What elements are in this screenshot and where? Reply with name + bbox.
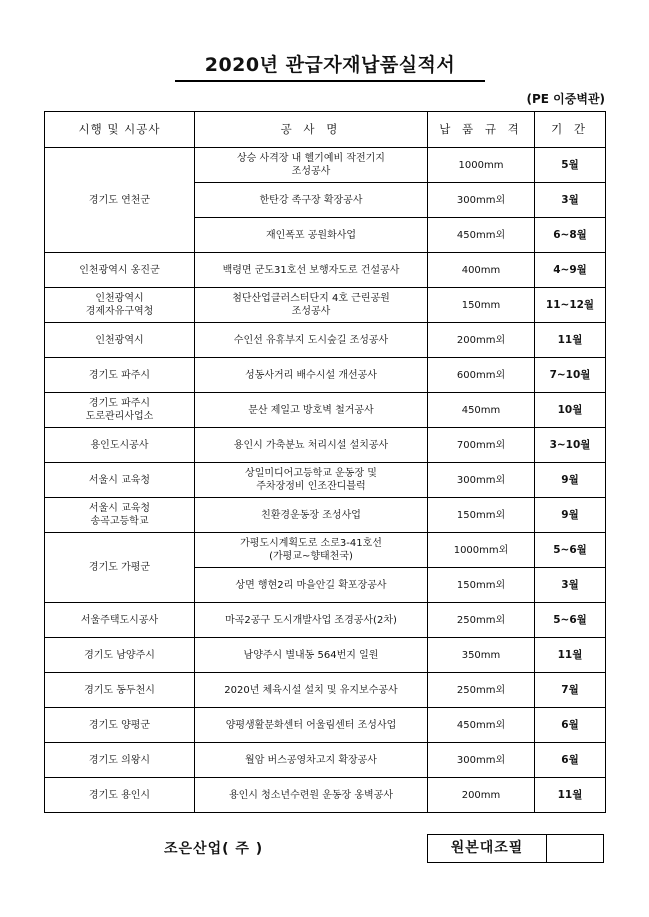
table-row [45, 358, 606, 393]
org-cell [45, 358, 195, 393]
period-cell: 6~8월 [535, 218, 606, 253]
table-row [45, 288, 606, 323]
period-cell: 5~6월 [535, 603, 606, 638]
cell-line: 경기도 용인시 [88, 789, 151, 801]
cell-line: 용인시 청소년수련원 운동장 옹벽공사 [228, 789, 394, 801]
cell-line: 월암 버스공영차고지 확장공사 [245, 754, 377, 766]
org-cell [45, 428, 195, 463]
size-cell: 450mm [428, 393, 535, 428]
cell-line: 도로관리사업소 [85, 411, 154, 422]
period-cell: 11~12월 [535, 288, 606, 323]
certified-copy-label: 원본대조필 [427, 834, 547, 863]
org-cell [45, 288, 195, 323]
org-cell [45, 673, 195, 708]
org-cell [45, 533, 195, 603]
document-subtitle: (PE 이중벽관) [526, 92, 605, 106]
period-cell: 11월 [535, 638, 606, 673]
table-row [45, 498, 606, 533]
table-row [45, 743, 606, 778]
size-cell: 1000mm외 [428, 533, 535, 568]
size-cell: 200mm [428, 778, 535, 813]
period-cell: 6월 [535, 708, 606, 743]
size-cell: 350mm [428, 638, 535, 673]
project-cell [195, 743, 428, 778]
cell-line: 경기도 남양주시 [84, 649, 155, 661]
period-cell: 4~9월 [535, 253, 606, 288]
header-project: 공 사 명 [195, 112, 428, 148]
size-cell: 250mm외 [428, 603, 535, 638]
cell-line: 경기도 양평군 [88, 719, 151, 731]
cell-line: 인천광역시 [95, 334, 144, 346]
size-cell: 600mm외 [428, 358, 535, 393]
cell-line: 송곡고등학교 [90, 516, 149, 527]
cell-line: 용인도시공사 [90, 439, 149, 451]
project-cell [195, 603, 428, 638]
project-cell [195, 253, 428, 288]
cell-line: 경기도 파주시 [88, 369, 151, 381]
period-cell: 3월 [535, 183, 606, 218]
delivery-record-table [44, 111, 606, 813]
cell-line: 상승 사격장 내 헬기예비 작전기지 [237, 153, 385, 164]
size-cell: 450mm외 [428, 218, 535, 253]
cell-line: 상면 행현2리 마을안길 확포장공사 [235, 579, 387, 591]
project-cell [195, 148, 428, 183]
cell-line: 마곡2공구 도시개발사업 조경공사(2차) [225, 614, 397, 626]
project-cell [195, 463, 428, 498]
org-cell [45, 743, 195, 778]
table-row [45, 463, 606, 498]
size-cell: 250mm외 [428, 673, 535, 708]
org-cell [45, 148, 195, 253]
size-cell: 1000mm [428, 148, 535, 183]
table-header-row [45, 112, 606, 148]
cell-line: 용인시 가축분뇨 처리시설 설치공사 [233, 439, 389, 451]
table-row [45, 533, 606, 568]
stamp-box [546, 834, 604, 863]
period-cell: 3월 [535, 568, 606, 603]
table-row [45, 638, 606, 673]
cell-line: 경제자유구역청 [85, 306, 154, 317]
cell-line: 재인폭포 공원화사업 [265, 229, 357, 241]
org-cell [45, 463, 195, 498]
table-row [45, 603, 606, 638]
company-name: 조은산업( 주 ) [164, 841, 264, 857]
project-cell [195, 708, 428, 743]
period-cell: 3~10월 [535, 428, 606, 463]
header-size: 납 품 규 격 [428, 112, 535, 148]
period-cell: 6월 [535, 743, 606, 778]
size-cell: 450mm외 [428, 708, 535, 743]
project-cell [195, 778, 428, 813]
size-cell: 150mm외 [428, 498, 535, 533]
org-cell [45, 638, 195, 673]
project-cell [195, 568, 428, 603]
cell-line: 서울주택도시공사 [80, 614, 159, 626]
cell-line: 조성공사 [291, 306, 331, 317]
size-cell: 300mm외 [428, 183, 535, 218]
cell-line: 문산 제일고 방호벽 철거공사 [248, 404, 374, 416]
size-cell: 700mm외 [428, 428, 535, 463]
table-row [45, 148, 606, 183]
size-cell: 150mm외 [428, 568, 535, 603]
cell-line: 성동사거리 배수시설 개선공사 [245, 369, 377, 381]
cell-line: 가평도시계획도로 소로3-41호선 [240, 538, 382, 549]
cell-line: 경기도 파주시 [88, 398, 151, 409]
cell-line: 주차장정비 인조잔디블럭 [256, 481, 366, 492]
org-cell [45, 393, 195, 428]
table-row [45, 393, 606, 428]
cell-line: 2020년 체육시설 설치 및 유지보수공사 [224, 684, 398, 696]
cell-line: 남양주시 별내동 564번지 일원 [243, 649, 379, 661]
period-cell: 9월 [535, 498, 606, 533]
size-cell: 300mm외 [428, 743, 535, 778]
cell-line: 백령면 군도31호선 보행자도로 건설공사 [222, 264, 400, 276]
project-cell [195, 393, 428, 428]
project-cell [195, 183, 428, 218]
cell-line: 수인선 유휴부지 도시숲길 조성공사 [233, 334, 389, 346]
cell-line: 첨단산업클러스터단지 4호 근린공원 [232, 293, 390, 304]
table-row [45, 428, 606, 463]
project-cell [195, 673, 428, 708]
org-cell [45, 498, 195, 533]
period-cell: 11월 [535, 323, 606, 358]
cell-line: 인천광역시 옹진군 [79, 264, 160, 276]
period-cell: 5~6월 [535, 533, 606, 568]
project-cell [195, 218, 428, 253]
cell-line: 경기도 연천군 [88, 194, 151, 206]
size-cell: 300mm외 [428, 463, 535, 498]
period-cell: 7월 [535, 673, 606, 708]
cell-line: (가평교~향태천국) [269, 551, 353, 562]
org-cell [45, 603, 195, 638]
cell-line: 경기도 동두천시 [84, 684, 155, 696]
table-row [45, 323, 606, 358]
size-cell: 200mm외 [428, 323, 535, 358]
project-cell [195, 638, 428, 673]
table-row [45, 708, 606, 743]
size-cell: 150mm [428, 288, 535, 323]
cell-line: 서울시 교육청 [88, 503, 151, 514]
cell-line: 경기도 의왕시 [88, 754, 151, 766]
period-cell: 11월 [535, 778, 606, 813]
project-cell [195, 323, 428, 358]
header-org: 시행 및 시공사 [45, 112, 195, 148]
table-row [45, 253, 606, 288]
org-cell [45, 708, 195, 743]
cell-line: 친환경운동장 조성사업 [261, 509, 361, 521]
document-title: 2020년 관급자재납품실적서 [175, 50, 485, 82]
cell-line: 서울시 교육청 [88, 474, 151, 486]
period-cell: 10월 [535, 393, 606, 428]
project-cell [195, 358, 428, 393]
org-cell [45, 323, 195, 358]
period-cell: 5월 [535, 148, 606, 183]
period-cell: 7~10월 [535, 358, 606, 393]
cell-line: 양평생활문화센터 어울림센터 조성사업 [225, 719, 397, 731]
cell-line: 상일미디어고등학교 운동장 및 [245, 468, 377, 479]
project-cell [195, 288, 428, 323]
project-cell [195, 533, 428, 568]
org-cell [45, 253, 195, 288]
cell-line: 조성공사 [291, 166, 331, 177]
table-row [45, 778, 606, 813]
footer [44, 834, 605, 863]
org-cell [45, 778, 195, 813]
project-cell [195, 428, 428, 463]
cell-line: 한탄강 족구장 확장공사 [259, 194, 363, 206]
cell-line: 경기도 가평군 [88, 562, 151, 573]
period-cell: 9월 [535, 463, 606, 498]
cell-line: 인천광역시 [95, 293, 144, 304]
table-row [45, 673, 606, 708]
project-cell [195, 498, 428, 533]
header-period: 기 간 [535, 112, 606, 148]
size-cell: 400mm [428, 253, 535, 288]
table-body [45, 148, 606, 813]
